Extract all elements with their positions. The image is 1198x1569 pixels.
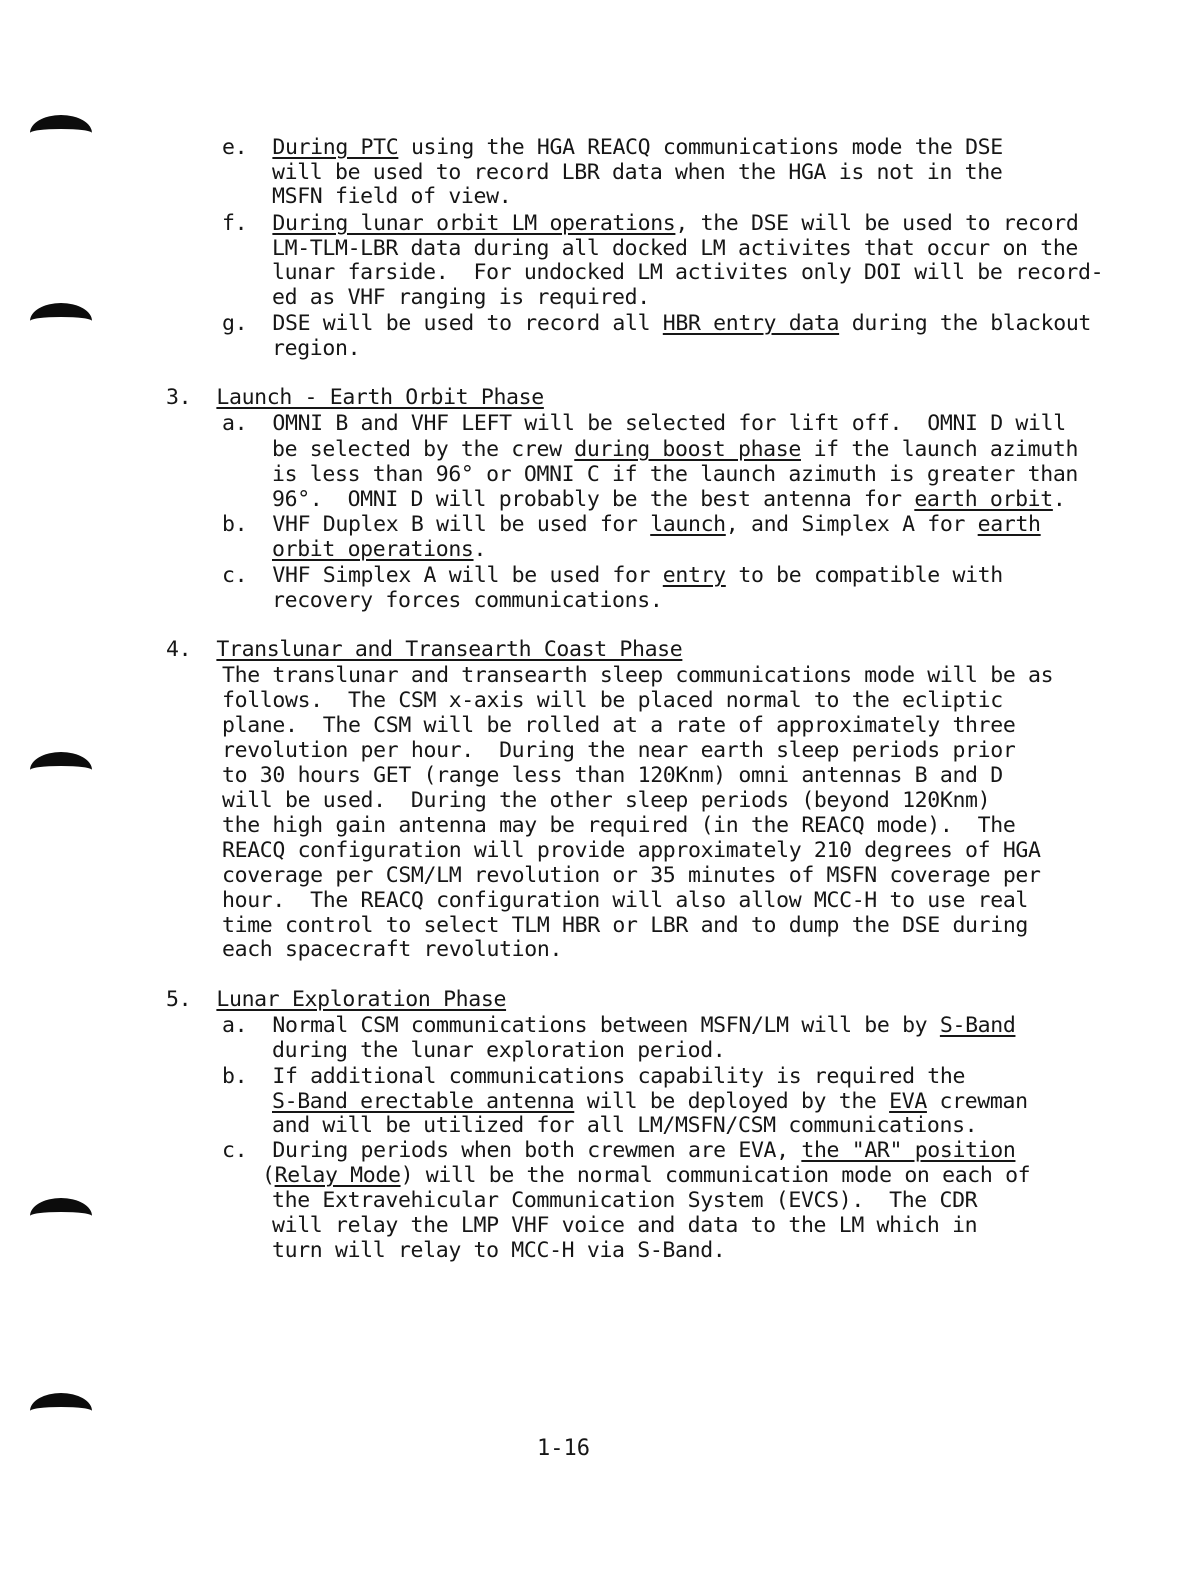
text-segment: to be compatible with [725, 563, 1003, 588]
text-line [222, 713, 1015, 738]
text-line [222, 1064, 965, 1089]
text-line [222, 211, 1078, 236]
text-line [272, 1089, 1028, 1114]
text-line [222, 888, 1028, 913]
text-line [272, 588, 662, 613]
binder-hole-mark [30, 1393, 92, 1429]
underlined-text: EVA [889, 1089, 927, 1114]
text-line [272, 285, 650, 310]
underlined-text: earth [977, 512, 1041, 537]
text-line [272, 236, 1078, 261]
text-line [222, 563, 1003, 588]
text-line [222, 763, 1003, 788]
text-line [272, 537, 486, 562]
underlined-text: Relay Mode [274, 1163, 401, 1188]
text-segment: revolution per hour. During the near earth sleep periods prior [222, 738, 1016, 763]
text-segment: each spacecraft revolution. [222, 937, 563, 962]
text-segment: crewman [926, 1089, 1028, 1114]
underlined-text: During PTC [272, 135, 399, 160]
text-line [272, 260, 1103, 285]
underlined-text: orbit operations [272, 537, 474, 562]
text-segment: using the HGA REACQ communications mode the DSE [398, 135, 1003, 160]
underlined-text: launch [650, 512, 726, 537]
text-line [272, 1188, 977, 1213]
text-segment: f. [222, 211, 273, 236]
text-segment: will be used. During the other sleep periods (beyond 120Knm) [222, 788, 991, 813]
text-line [222, 813, 1015, 838]
text-line [222, 688, 1003, 713]
text-segment: and will be utilized for all LM/MSFN/CSM communications. [272, 1113, 978, 1138]
text-line [272, 437, 1078, 462]
text-line [272, 184, 511, 209]
text-segment: if the launch azimuth [800, 437, 1079, 462]
text-line [222, 411, 1066, 436]
page-number: 1-16 [537, 1436, 590, 1461]
text-segment: LM-TLM-LBR data during all docked LM activites that occur on the [272, 236, 1079, 261]
text-segment: 3. [166, 385, 217, 410]
binder-hole-mark [30, 752, 92, 788]
text-segment: The translunar and transearth sleep communications mode will be as [222, 663, 1054, 688]
text-segment: c. During periods when both crewmen are EVA, [222, 1138, 802, 1163]
text-segment: g. DSE will be used to record all [222, 311, 663, 336]
text-line [262, 1163, 1030, 1188]
text-segment: ( [262, 1163, 275, 1188]
text-line [222, 311, 1091, 336]
text-segment: to 30 hours GET (range less than 120Knm) omni antennas B and D [222, 763, 1003, 788]
text-segment: . [473, 537, 487, 562]
text-segment: REACQ configuration will provide approximately 210 degrees of HGA [222, 838, 1041, 863]
underlined-text: Lunar Exploration Phase [216, 987, 507, 1012]
text-line [166, 987, 506, 1012]
underlined-text: earth orbit [914, 487, 1053, 512]
binder-hole-mark [30, 1198, 92, 1234]
text-segment: b. If additional communications capability is required the [222, 1064, 966, 1089]
text-segment: ) will be the normal communication mode on each of [400, 1163, 1031, 1188]
text-segment: follows. The CSM x-axis will be placed normal to the ecliptic [222, 688, 1003, 713]
text-line [166, 637, 682, 662]
text-line [272, 1038, 725, 1063]
text-line [222, 838, 1041, 863]
text-line [272, 1213, 977, 1238]
text-line [222, 937, 562, 962]
underlined-text: S-Band [939, 1013, 1016, 1038]
text-segment: plane. The CSM will be rolled at a rate of approximately three [222, 713, 1016, 738]
text-segment: a. OMNI B and VHF LEFT will be selected for lift off. OMNI D will [222, 411, 1066, 436]
text-segment: , the DSE will be used to record [675, 211, 1079, 236]
text-segment: e. [222, 135, 273, 160]
text-line [272, 1238, 725, 1263]
text-line [222, 863, 1041, 888]
text-segment: a. Normal CSM communications between MSFN/LM will be by [222, 1013, 940, 1038]
text-segment: the Extravehicular Communication System (EVCS). The CDR [272, 1188, 978, 1213]
text-segment: lunar farside. For undocked LM activites only DOI will be record- [272, 260, 1104, 285]
text-line [222, 663, 1053, 688]
text-segment: will be deployed by the [574, 1089, 890, 1114]
text-segment: 96°. OMNI D will probably be the best antenna for [272, 487, 915, 512]
text-line [222, 788, 990, 813]
text-line [222, 738, 1015, 763]
text-segment: hour. The REACQ configuration will also allow MCC-H to use real [222, 888, 1029, 913]
text-segment: time control to select TLM HBR or LBR and to dump the DSE during [222, 913, 1029, 938]
underlined-text: entry [662, 563, 726, 588]
text-segment: the high gain antenna may be required (in the REACQ mode). The [222, 813, 1016, 838]
text-line [222, 512, 1041, 537]
underlined-text: HBR entry data [662, 311, 840, 336]
text-segment: turn will relay to MCC-H via S-Band. [272, 1238, 726, 1263]
text-segment: is less than 96° or OMNI C if the launch azimuth is greater than [272, 462, 1079, 487]
text-line [272, 462, 1078, 487]
text-segment: will relay the LMP VHF voice and data to the LM which in [272, 1213, 978, 1238]
text-segment: recovery forces communications. [272, 588, 663, 613]
text-segment: MSFN field of view. [272, 184, 512, 209]
underlined-text: the "AR" position [801, 1138, 1016, 1163]
text-segment: 5. [166, 987, 217, 1012]
text-segment: b. VHF Duplex B will be used for [222, 512, 651, 537]
text-line [222, 913, 1028, 938]
text-line [222, 1013, 1015, 1038]
text-line [272, 336, 360, 361]
text-line [272, 160, 1002, 185]
underlined-text: Translunar and Transearth Coast Phase [216, 637, 683, 662]
text-segment: coverage per CSM/LM revolution or 35 minutes of MSFN coverage per [222, 863, 1041, 888]
text-segment: during the blackout [839, 311, 1092, 336]
text-line [272, 1113, 977, 1138]
text-segment: c. VHF Simplex A will be used for [222, 563, 663, 588]
underlined-text: during boost phase [574, 437, 801, 462]
text-line [166, 385, 544, 410]
text-segment: ed as VHF ranging is required. [272, 285, 650, 310]
text-line [272, 487, 1065, 512]
underlined-text: S-Band erectable antenna [272, 1089, 575, 1114]
text-segment: be selected by the crew [272, 437, 575, 462]
text-segment: 4. [166, 637, 217, 662]
underlined-text: During lunar orbit LM operations [272, 211, 676, 236]
text-line [222, 1138, 1015, 1163]
text-segment: , and Simplex A for [725, 512, 978, 537]
text-segment: will be used to record LBR data when the HGA is not in the [272, 160, 1003, 185]
underlined-text: Launch - Earth Orbit Phase [216, 385, 544, 410]
binder-hole-mark [30, 115, 92, 151]
text-line [222, 135, 1003, 160]
text-segment: . [1052, 487, 1066, 512]
text-segment: region. [272, 336, 361, 361]
binder-hole-mark [30, 303, 92, 339]
text-segment: during the lunar exploration period. [272, 1038, 726, 1063]
